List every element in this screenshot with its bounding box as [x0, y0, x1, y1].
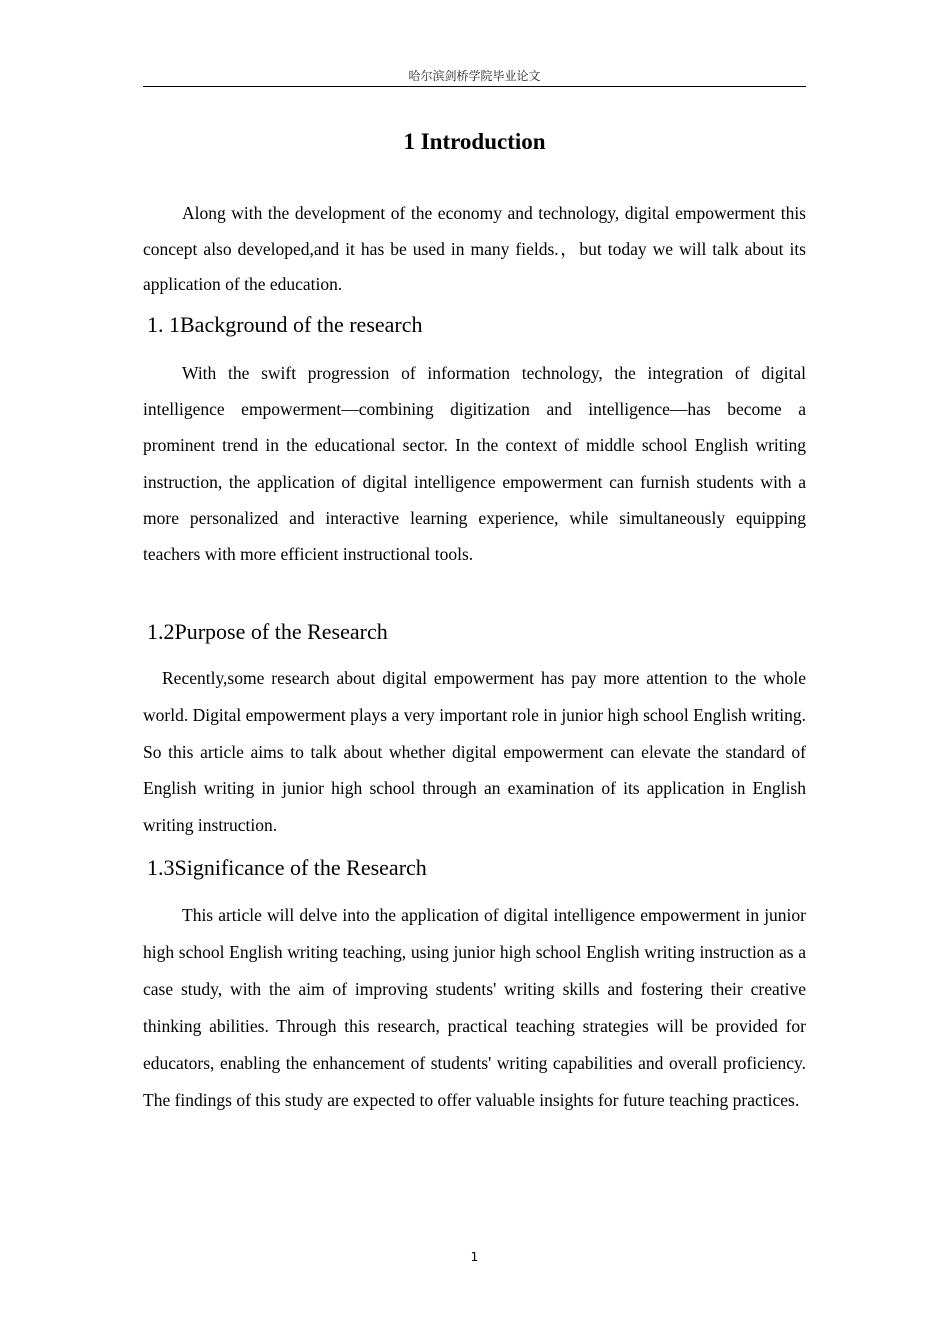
- chapter-title: 1 Introduction: [403, 129, 546, 154]
- section-paragraph-purpose: Recently,some research about digital empowerment has pay more attention to the whole world. Digital empowerment plays a very important role in junior high school English writing. So this article aims to talk about whether digital empowerment can elevate the standard of English writing in junior high school through an examination of its application in English writing instruction.: [143, 668, 806, 836]
- intro-paragraph: Along with the development of the economy and technology, digital empowerment this concept also developed,and it has be used in many fields.，but today we will talk about its application of the education.: [143, 203, 806, 294]
- section-paragraph-significance: This article will delve into the application of digital intelligence empowerment in junior high school English writing teaching, using junior high school English writing instruction as a case study, with the aim of improving students' writing skills and fostering their creative thinking abilities. Through this research, practical teaching strategies will be provided for educators, enabling the enhancement of students' writing capabilities and overall proficiency. The findings of this study are expected to offer valuable insights for future teaching practices.: [143, 905, 806, 1110]
- section-heading-purpose: 1.2Purpose of the Research: [147, 619, 388, 644]
- section-paragraph-background: With the swift progression of information technology, the integration of digital intelligence empowerment—combining digitization and intelligence—has become a prominent trend in the educational sector. In the context of middle school English writing instruction, the application of digital intelligence empowerment can furnish students with a more personalized and interactive learning experience, while simultaneously equipping teachers with more efficient instructional tools.: [143, 363, 806, 565]
- section-heading-background: 1. 1Background of the research: [147, 312, 423, 337]
- page-header: 哈尔滨剑桥学院毕业论文: [408, 69, 541, 83]
- page-number: 1: [470, 1250, 479, 1264]
- section-heading-significance: 1.3Significance of the Research: [147, 855, 427, 880]
- header-divider: [143, 86, 806, 87]
